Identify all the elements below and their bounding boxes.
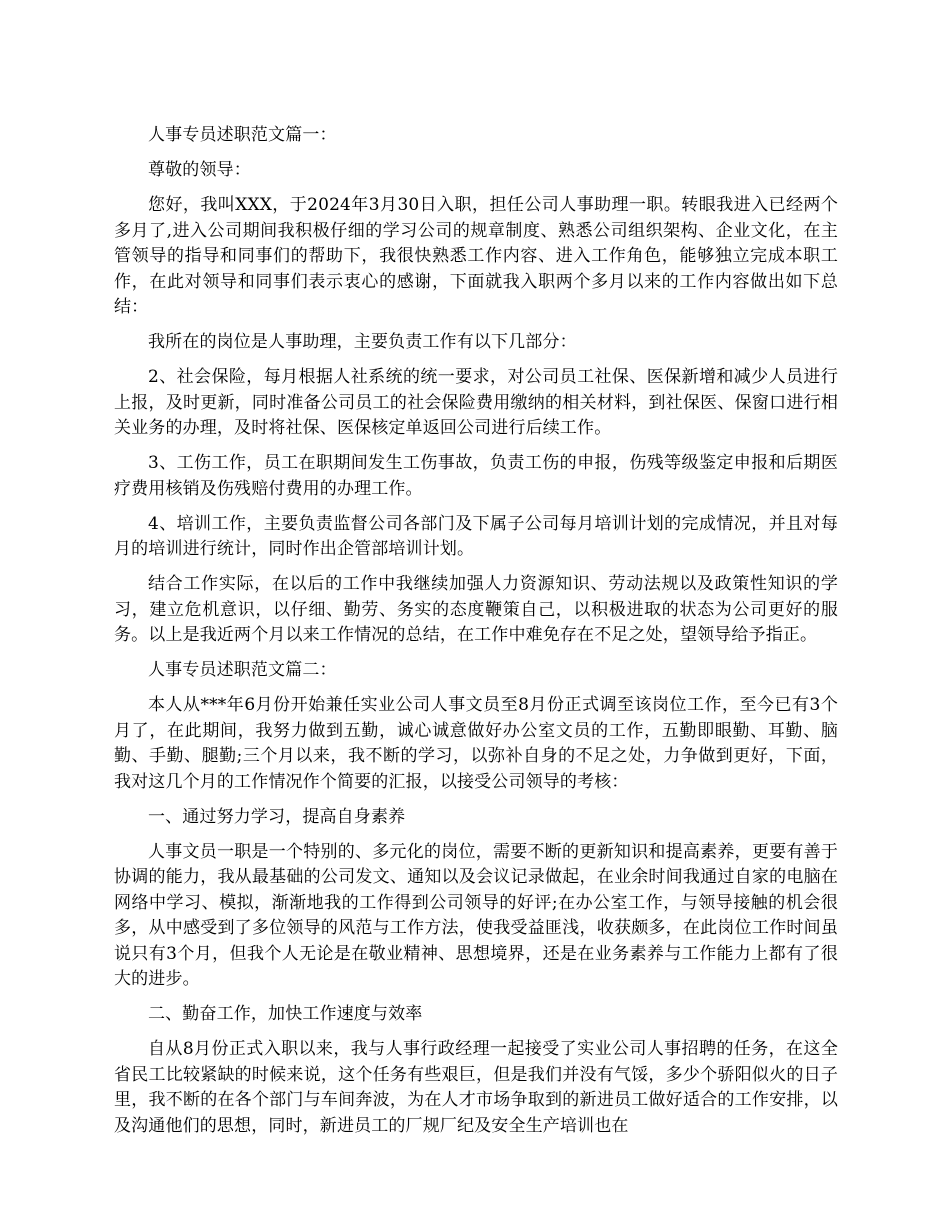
body-paragraph: 人事文员一职是一个特别的、多元化的岗位，需要不断的更新知识和提高素养，更要有善于协调的能力，我从最基础的公司发文、通知以及会议记录做起，在业余时间我通过自家的电脑在网络中学习、模拟，渐渐地我的工作得到公司领导的好评;在办公室工作，与领导接触的机会很多，从中感受到了多位领导的风范与工作方法，使我受益匪浅，收获颇多，在此岗位工作时间虽说只有3个月，但我个人无论是在敬业精神、思想境界，还是在业务素养与工作能力上都有了很大的进步。 [114, 841, 838, 989]
section-heading-1: 人事专员述职范文篇一： [148, 125, 337, 145]
body-paragraph: 您好，我叫XXX，于2024年3月30日入职，担任公司人事助理一职。转眼我进入已经两个多月了,进入公司期间我积极仔细的学习公司的规章制度、熟悉公司组织架构、企业文化，在主管领导的指导和同事们的帮助下，我很快熟悉工作内容、进入工作角色，能够独立完成本职工作，在此对领导和同事们表示衷心的感谢，下面就我入职两个多月以来的工作内容做出如下总结： [114, 195, 838, 317]
body-paragraph: 2、社会保险，每月根据人社系统的统一要求，对公司员工社保、医保新增和减少人员进行上报，及时更新，同时准备公司员工的社会保险费用缴纳的相关材料，到社保医、保窗口进行相关业务的办理，及时将社保、医保核定单返回公司进行后续工作。 [114, 367, 838, 438]
section-heading-2: 人事专员述职范文篇二： [148, 660, 337, 680]
salutation: 尊敬的领导： [148, 160, 251, 180]
body-paragraph: 4、培训工作，主要负责监督公司各部门及下属子公司每月培训计划的完成情况，并且对每月的培训进行统计，同时作出企管部培训计划。 [114, 513, 838, 559]
body-paragraph: 结合工作实际，在以后的工作中我继续加强人力资源知识、劳动法规以及政策性知识的学习，建立危机意识，以仔细、勤劳、务实的态度鞭策自己，以积极进取的状态为公司更好的服务。以上是我近两个月以来工作情况的总结，在工作中难免存在不足之处，望领导给予指正。 [114, 574, 838, 645]
document-page [114, 123, 838, 1139]
body-paragraph: 自从8月份正式入职以来，我与人事行政经理一起接受了实业公司人事招聘的任务，在这全省民工比较紧缺的时候来说，这个任务有些艰巨，但是我们并没有气馁，多少个骄阳似火的日子里，我不断的在各个部门与车间奔波，为在人才市场争取到的新进员工做好适合的工作安排，以及沟通他们的思想，同时，新进员工的厂规厂纪及安全生产培训也在 [114, 1039, 838, 1136]
subheading: 一、通过努力学习，提高自身素养 [148, 806, 406, 827]
body-paragraph: 3、工伤工作，员工在职期间发生工伤事故，负责工伤的申报，伤残等级鉴定申报和后期医疗费用核销及伤残赔付费用的办理工作。 [114, 453, 838, 499]
body-paragraph: 本人从***年6月份开始兼任实业公司人事文员至8月份正式调至该岗位工作，至今已有3个月了，在此期间，我努力做到五勤，诚心诚意做好办公室文员的工作，五勤即眼勤、耳勤、脑勤、手勤、腿勤;三个月以来，我不断的学习，以弥补自身的不足之处，力争做到更好，下面，我对这几个月的工作情况作个简要的汇报，以接受公司领导的考核： [114, 695, 838, 792]
body-paragraph: 我所在的岗位是人事助理，主要负责工作有以下几部分： [148, 332, 577, 352]
subheading: 二、勤奋工作，加快工作速度与效率 [148, 1004, 423, 1024]
